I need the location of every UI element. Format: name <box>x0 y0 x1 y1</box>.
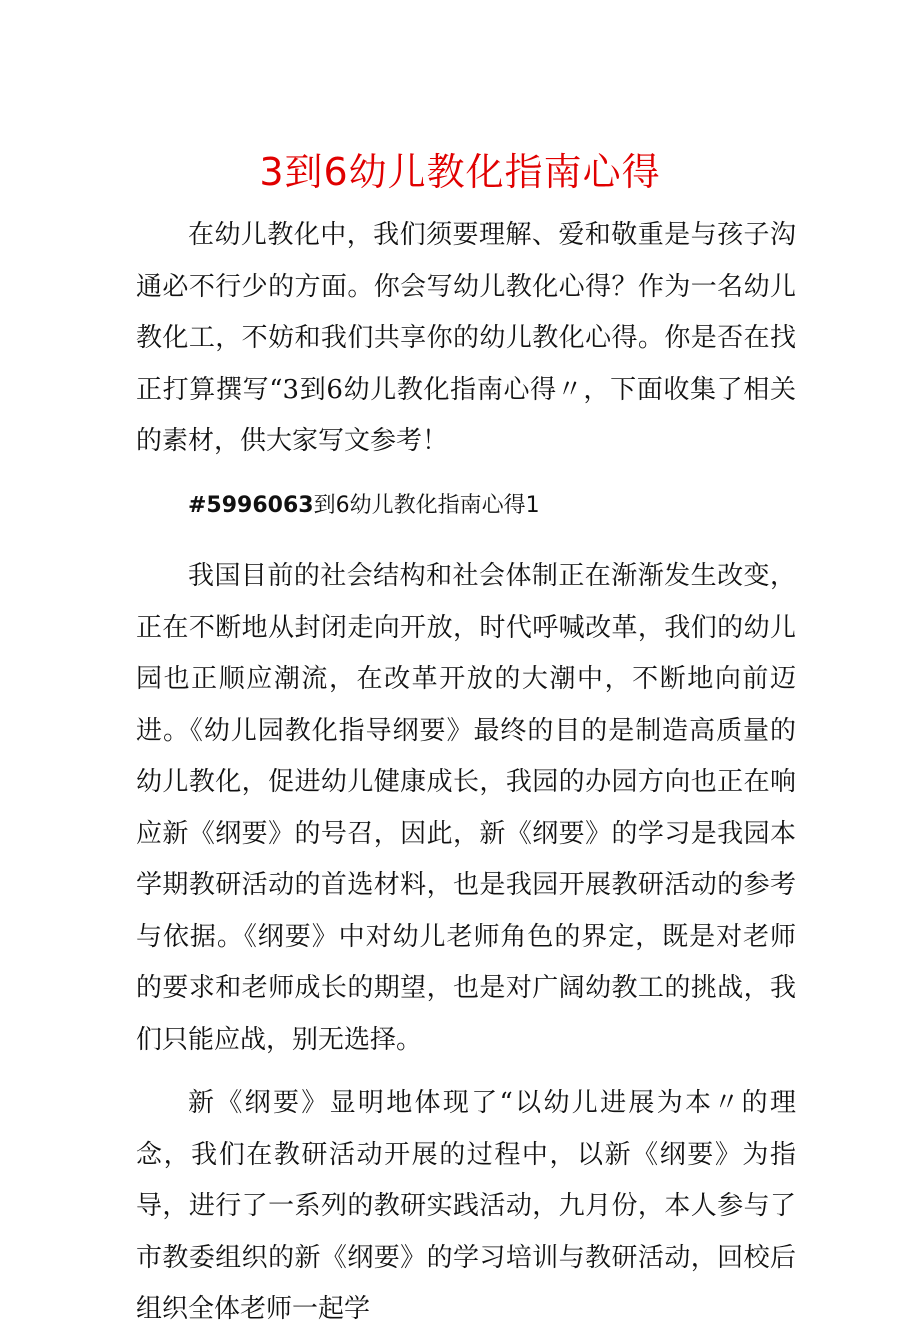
document-title: 3到6幼儿教化指南心得 <box>259 150 661 194</box>
spacer <box>136 1066 796 1078</box>
body-paragraph-2: 新《纲要》显明地体现了“以幼儿进展为本〃的理念，我们在教研活动开展的过程中，以新《纲要》为指导，进行了一系列的教研实践活动，九月份，本人参与了市教委组织的新《纲要》的学习培训与教研活动，回校后组织全体老师一起学 <box>136 1088 796 1324</box>
section-heading <box>136 480 796 532</box>
document-body <box>136 210 796 1336</box>
spacer <box>136 468 796 480</box>
section-number: #5996063 <box>188 492 314 518</box>
intro-paragraph: 在幼儿教化中，我们须要理解、爱和敬重是与孩子沟通必不行少的方面。你会写幼儿教化心得？作为一名幼儿教化工，不妨和我们共享你的幼儿教化心得。你是否在找正打算撰写“3到6幼儿教化指南心得〃，下面收集了相关的素材，供大家写文参考！ <box>136 220 796 456</box>
body-paragraph-1: 我国目前的社会结构和社会体制正在渐渐发生改变，正在不断地从封闭走向开放，时代呼喊改革，我们的幼儿园也正顺应潮流，在改革开放的大潮中，不断地向前迈进。《幼儿园教化指导纲要》最终的目的是制造高质量的幼儿教化，促进幼儿健康成长，我园的办园方向也正在响应新《纲要》的号召，因此，新《纲要》的学习是我园本学期教研活动的首选材料，也是我园开展教研活动的参考与依据。《纲要》中对幼儿老师角色的界定，既是对老师的要求和老师成长的期望，也是对广阔幼教工的挑战，我们只能应战，别无选择。 <box>136 561 796 1055</box>
spacer <box>136 531 796 551</box>
section-heading-text: 到6幼儿教化指南心得1 <box>313 492 540 518</box>
